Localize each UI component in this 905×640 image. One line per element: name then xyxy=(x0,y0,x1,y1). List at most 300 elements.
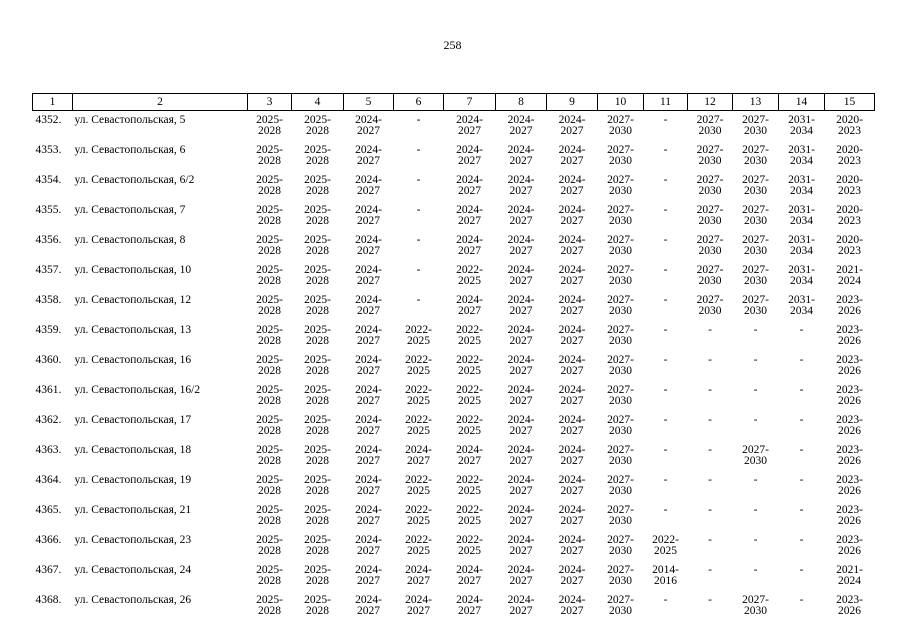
period-end: 2030 xyxy=(744,454,767,467)
period-end: 2027 xyxy=(560,214,584,227)
period-cell xyxy=(688,263,733,293)
period-end: 2028 xyxy=(306,244,329,257)
period-start: - xyxy=(708,414,712,426)
period-start: 2024- xyxy=(507,534,535,546)
period-cell xyxy=(496,353,547,383)
period-start: 2021- xyxy=(836,564,863,576)
period-cell xyxy=(644,173,688,203)
period-end: 2028 xyxy=(306,214,329,227)
period-start: - xyxy=(708,534,712,546)
period-start: 2027- xyxy=(742,444,769,456)
period-cell xyxy=(825,443,875,473)
period-cell xyxy=(248,293,292,323)
period-end: 2027 xyxy=(357,214,380,227)
period-cell xyxy=(496,503,547,533)
period-start: 2027- xyxy=(742,204,769,216)
period-start: 2024- xyxy=(507,294,535,306)
period-start: - xyxy=(753,414,758,426)
column-header: 11 xyxy=(644,94,688,111)
period-cell xyxy=(344,413,394,443)
period-start: 2025- xyxy=(304,294,331,306)
period-end: 2025 xyxy=(458,364,481,377)
period-cell xyxy=(394,143,444,173)
column-header: 1 xyxy=(33,94,73,111)
period-cell xyxy=(248,503,292,533)
period-cell xyxy=(394,503,444,533)
period-cell xyxy=(394,323,444,353)
period-cell xyxy=(292,383,344,413)
period-end: 2027 xyxy=(458,214,481,227)
address-cell: ул. Севастопольская, 26 xyxy=(74,594,192,606)
period-cell xyxy=(598,173,644,203)
period-cell xyxy=(688,173,733,203)
period-start: 2024- xyxy=(558,144,586,156)
period-cell xyxy=(496,263,547,293)
period-start: - xyxy=(708,444,712,456)
period-start: 2024- xyxy=(355,234,382,246)
period-end: 2028 xyxy=(258,544,281,557)
period-start: 2024- xyxy=(507,504,535,516)
period-end: 2028 xyxy=(306,364,329,377)
period-end: 2028 xyxy=(306,604,329,617)
period-start: - xyxy=(753,504,758,516)
period-start: - xyxy=(799,564,804,576)
period-end: 2030 xyxy=(609,544,632,557)
period-end: 2027 xyxy=(357,154,380,167)
period-cell xyxy=(444,233,496,263)
period-start: 2020- xyxy=(836,174,863,186)
period-cell xyxy=(394,563,444,593)
period-start: 2025- xyxy=(304,384,331,396)
period-cell xyxy=(733,533,779,563)
period-end: 2027 xyxy=(560,394,584,407)
row-number: 4365. xyxy=(35,504,62,516)
period-start: 2025- xyxy=(304,354,331,366)
column-header: 2 xyxy=(73,94,248,111)
period-start: 2024- xyxy=(558,234,586,246)
period-end: 2030 xyxy=(698,274,722,287)
period-end: 2030 xyxy=(609,454,632,467)
period-start: 2024- xyxy=(456,444,483,456)
period-cell xyxy=(825,173,875,203)
period-start: 2024- xyxy=(507,594,535,606)
period-cell xyxy=(547,533,598,563)
period-start: 2022- xyxy=(405,354,432,366)
period-cell xyxy=(779,143,825,173)
period-end: 2026 xyxy=(838,334,861,347)
period-start: 2024- xyxy=(507,474,535,486)
period-cell xyxy=(496,533,547,563)
period-start: 2024- xyxy=(558,444,586,456)
table-row xyxy=(33,443,875,473)
page-number: 258 xyxy=(443,38,462,52)
period-end: 2025 xyxy=(407,484,430,497)
period-end: 2027 xyxy=(560,484,584,497)
address-cell: ул. Севастопольская, 5 xyxy=(74,114,186,126)
period-cell xyxy=(547,353,598,383)
period-end: 2030 xyxy=(609,124,632,137)
period-start: 2024- xyxy=(558,324,586,336)
period-end: 2027 xyxy=(509,364,533,377)
period-cell xyxy=(444,383,496,413)
period-end: 2028 xyxy=(258,244,281,257)
period-start: - xyxy=(416,234,421,246)
period-cell xyxy=(496,203,547,233)
period-start: - xyxy=(708,504,712,516)
row-number: 4363. xyxy=(35,444,62,456)
period-cell xyxy=(496,323,547,353)
period-end: 2025 xyxy=(458,544,481,557)
column-header: 9 xyxy=(547,94,598,111)
period-end: 2028 xyxy=(258,484,281,497)
period-end: 2027 xyxy=(509,274,533,287)
period-start: 2024- xyxy=(558,354,586,366)
period-end: 2034 xyxy=(790,244,813,257)
period-cell xyxy=(598,233,644,263)
period-cell xyxy=(688,323,733,353)
period-cell xyxy=(644,263,688,293)
period-end: 2034 xyxy=(790,214,813,227)
period-cell xyxy=(825,293,875,323)
period-cell xyxy=(292,533,344,563)
period-end: 2027 xyxy=(458,184,481,197)
period-end: 2026 xyxy=(838,454,861,467)
period-end: 2027 xyxy=(357,274,380,287)
row-number: 4356. xyxy=(35,234,62,246)
period-start: 2027- xyxy=(696,264,724,276)
period-start: 2024- xyxy=(507,204,535,216)
period-start: 2022- xyxy=(456,504,483,516)
period-cell xyxy=(733,111,779,144)
period-cell xyxy=(248,413,292,443)
period-start: - xyxy=(708,474,712,486)
period-cell xyxy=(733,143,779,173)
period-end: 2027 xyxy=(560,274,584,287)
period-cell xyxy=(248,563,292,593)
period-start: 2024- xyxy=(507,264,535,276)
period-start: - xyxy=(753,564,758,576)
period-cell xyxy=(644,203,688,233)
period-cell xyxy=(547,473,598,503)
period-end: 2026 xyxy=(838,604,861,617)
period-start: 2025- xyxy=(256,474,283,486)
period-end: 2027 xyxy=(357,454,380,467)
period-cell xyxy=(644,473,688,503)
period-end: 2030 xyxy=(698,214,722,227)
period-cell xyxy=(444,503,496,533)
period-cell xyxy=(394,233,444,263)
period-start: - xyxy=(708,354,712,366)
period-start: 2031- xyxy=(788,264,815,276)
period-end: 2028 xyxy=(306,454,329,467)
column-header: 3 xyxy=(248,94,292,111)
period-end: 2027 xyxy=(357,364,380,377)
period-end: 2027 xyxy=(509,154,533,167)
period-start: 2014- xyxy=(652,564,679,576)
period-start: 2024- xyxy=(456,594,483,606)
period-cell xyxy=(733,473,779,503)
period-end: 2027 xyxy=(509,334,533,347)
period-cell xyxy=(394,533,444,563)
period-cell xyxy=(779,413,825,443)
period-start: 2027- xyxy=(607,534,634,546)
period-start: 2022- xyxy=(652,534,679,546)
period-start: 2022- xyxy=(456,384,483,396)
period-start: 2024- xyxy=(456,144,483,156)
period-start: 2027- xyxy=(742,594,769,606)
period-end: 2034 xyxy=(790,184,813,197)
period-start: 2027- xyxy=(742,144,769,156)
period-cell xyxy=(496,413,547,443)
period-end: 2027 xyxy=(458,454,481,467)
period-end: 2028 xyxy=(258,424,281,437)
period-end: 2025 xyxy=(407,364,430,377)
period-start: - xyxy=(663,504,668,516)
period-end: 2027 xyxy=(509,214,533,227)
period-cell xyxy=(825,533,875,563)
period-start: 2023- xyxy=(836,534,863,546)
period-start: 2022- xyxy=(405,414,432,426)
period-cell xyxy=(394,593,444,623)
period-start: 2023- xyxy=(836,444,863,456)
row-number: 4367. xyxy=(35,564,62,576)
period-start: 2024- xyxy=(355,204,382,216)
period-cell xyxy=(598,143,644,173)
period-cell xyxy=(733,323,779,353)
period-start: - xyxy=(799,594,804,606)
period-end: 2027 xyxy=(357,124,380,137)
period-start: 2023- xyxy=(836,414,863,426)
period-cell xyxy=(444,353,496,383)
period-start: 2025- xyxy=(256,414,283,426)
period-cell xyxy=(598,203,644,233)
period-start: 2027- xyxy=(607,414,634,426)
period-start: - xyxy=(416,204,421,216)
period-cell xyxy=(688,413,733,443)
period-cell xyxy=(779,443,825,473)
period-start: - xyxy=(753,474,758,486)
period-start: 2025- xyxy=(256,294,283,306)
period-cell xyxy=(292,473,344,503)
period-cell xyxy=(733,383,779,413)
period-start: 2024- xyxy=(456,234,483,246)
period-end: 2027 xyxy=(509,454,533,467)
column-header: 12 xyxy=(688,94,733,111)
period-start: - xyxy=(663,474,668,486)
period-cell xyxy=(292,353,344,383)
table-row xyxy=(33,413,875,443)
period-end: 2027 xyxy=(509,574,533,587)
period-cell xyxy=(248,173,292,203)
period-cell xyxy=(444,111,496,144)
period-start: 2024- xyxy=(558,594,586,606)
period-start: - xyxy=(708,564,712,576)
period-cell xyxy=(248,233,292,263)
period-end: 2025 xyxy=(407,424,430,437)
period-start: - xyxy=(708,594,712,606)
period-cell xyxy=(547,383,598,413)
period-cell xyxy=(444,593,496,623)
period-start: 2024- xyxy=(558,204,586,216)
period-start: 2023- xyxy=(836,324,863,336)
period-cell xyxy=(598,263,644,293)
period-cell xyxy=(688,143,733,173)
period-end: 2027 xyxy=(357,604,380,617)
period-start: 2024- xyxy=(405,564,432,576)
period-end: 2027 xyxy=(509,544,533,557)
period-start: - xyxy=(799,444,804,456)
period-start: 2025- xyxy=(256,504,283,516)
column-header: 8 xyxy=(496,94,547,111)
period-end: 2030 xyxy=(609,214,632,227)
period-end: 2028 xyxy=(258,604,281,617)
period-start: 2025- xyxy=(304,534,331,546)
period-cell xyxy=(444,263,496,293)
period-start: 2025- xyxy=(304,444,331,456)
period-cell xyxy=(344,111,394,144)
period-cell xyxy=(688,563,733,593)
period-end: 2027 xyxy=(560,514,584,527)
period-end: 2030 xyxy=(698,154,722,167)
table-row xyxy=(33,503,875,533)
period-cell xyxy=(733,173,779,203)
period-cell xyxy=(344,293,394,323)
period-start: 2024- xyxy=(558,474,586,486)
period-start: - xyxy=(663,384,668,396)
period-cell xyxy=(292,563,344,593)
period-cell xyxy=(825,323,875,353)
period-cell xyxy=(779,173,825,203)
period-start: - xyxy=(416,294,421,306)
period-end: 2027 xyxy=(509,244,533,257)
period-start: 2025- xyxy=(256,534,283,546)
address-cell: ул. Севастопольская, 6/2 xyxy=(74,174,195,186)
period-end: 2027 xyxy=(357,334,380,347)
period-cell xyxy=(598,383,644,413)
period-end: 2026 xyxy=(838,394,861,407)
period-start: 2023- xyxy=(836,354,863,366)
period-start: 2027- xyxy=(607,474,634,486)
period-cell xyxy=(547,111,598,144)
period-cell xyxy=(344,383,394,413)
period-start: 2027- xyxy=(696,234,724,246)
period-cell xyxy=(344,533,394,563)
period-start: 2025- xyxy=(304,234,331,246)
period-start: 2020- xyxy=(836,144,863,156)
table-row xyxy=(33,233,875,263)
period-cell xyxy=(825,503,875,533)
period-start: 2027- xyxy=(742,294,769,306)
period-cell xyxy=(496,111,547,144)
period-cell xyxy=(496,143,547,173)
period-start: 2031- xyxy=(788,234,815,246)
period-cell xyxy=(547,323,598,353)
period-end: 2027 xyxy=(560,304,584,317)
period-cell xyxy=(598,503,644,533)
period-end: 2025 xyxy=(407,394,430,407)
period-end: 2030 xyxy=(609,514,632,527)
period-end: 2028 xyxy=(306,544,329,557)
period-start: 2027- xyxy=(607,354,634,366)
period-end: 2030 xyxy=(744,604,767,617)
table-row xyxy=(33,143,875,173)
table-row xyxy=(33,473,875,503)
period-start: 2027- xyxy=(696,174,724,186)
period-end: 2027 xyxy=(509,184,533,197)
table-row xyxy=(33,323,875,353)
period-start: 2027- xyxy=(607,504,634,516)
period-cell xyxy=(292,293,344,323)
row-number: 4364. xyxy=(35,474,62,486)
period-start: 2027- xyxy=(607,444,634,456)
period-start: 2024- xyxy=(507,354,535,366)
period-end: 2027 xyxy=(509,424,533,437)
period-start: 2024- xyxy=(355,594,382,606)
period-start: 2022- xyxy=(456,354,483,366)
period-cell xyxy=(644,323,688,353)
period-end: 2028 xyxy=(258,514,281,527)
period-end: 2028 xyxy=(306,274,329,287)
period-end: 2027 xyxy=(458,244,481,257)
period-start: 2025- xyxy=(256,354,283,366)
address-cell: ул. Севастопольская, 17 xyxy=(74,414,192,426)
period-start: 2024- xyxy=(355,534,382,546)
column-header: 4 xyxy=(292,94,344,111)
period-end: 2027 xyxy=(560,454,584,467)
table-row xyxy=(33,203,875,233)
column-header: 15 xyxy=(825,94,875,111)
period-cell xyxy=(344,233,394,263)
period-cell xyxy=(547,143,598,173)
period-start: 2024- xyxy=(507,234,535,246)
period-end: 2030 xyxy=(698,124,722,137)
period-cell xyxy=(779,503,825,533)
period-start: 2027- xyxy=(696,144,724,156)
period-start: 2022- xyxy=(405,384,432,396)
period-start: - xyxy=(416,144,421,156)
period-end: 2028 xyxy=(258,184,281,197)
period-end: 2030 xyxy=(609,484,632,497)
period-cell xyxy=(688,383,733,413)
period-end: 2027 xyxy=(509,604,533,617)
table-row xyxy=(33,353,875,383)
period-end: 2028 xyxy=(306,394,329,407)
period-cell xyxy=(779,533,825,563)
period-end: 2027 xyxy=(560,604,584,617)
period-start: 2025- xyxy=(304,474,331,486)
period-cell xyxy=(248,353,292,383)
period-start: 2024- xyxy=(558,384,586,396)
period-cell xyxy=(444,203,496,233)
period-end: 2025 xyxy=(458,484,481,497)
period-cell xyxy=(547,173,598,203)
period-cell xyxy=(394,473,444,503)
period-end: 2026 xyxy=(838,424,861,437)
period-cell xyxy=(444,473,496,503)
period-start: 2025- xyxy=(256,324,283,336)
period-cell xyxy=(644,413,688,443)
period-end: 2030 xyxy=(698,244,722,257)
period-cell xyxy=(644,503,688,533)
period-cell xyxy=(825,593,875,623)
period-start: 2025- xyxy=(304,264,331,276)
period-end: 2025 xyxy=(458,394,481,407)
period-start: 2025- xyxy=(304,144,331,156)
period-start: 2025- xyxy=(304,204,331,216)
period-cell xyxy=(547,233,598,263)
period-cell xyxy=(248,383,292,413)
period-start: - xyxy=(663,114,668,126)
